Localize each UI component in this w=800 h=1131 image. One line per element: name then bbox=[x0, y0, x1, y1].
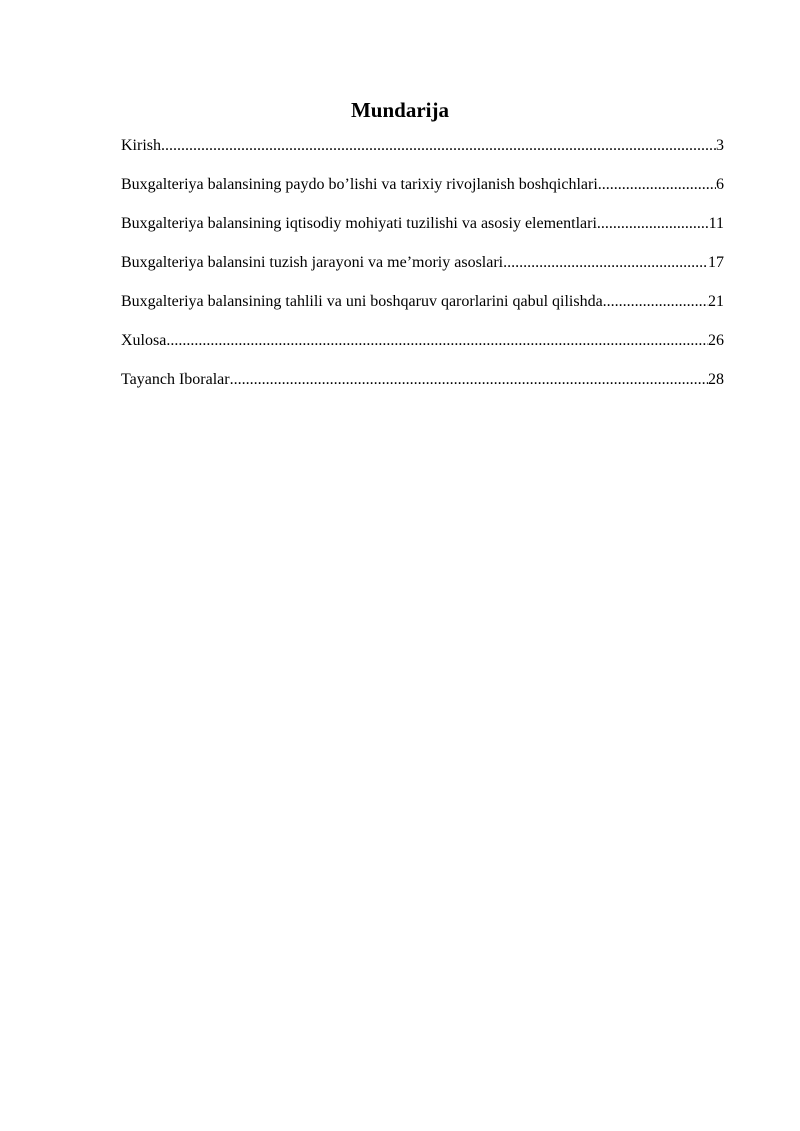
toc-dot-leader bbox=[597, 211, 709, 237]
toc-entry-page-number: 3 bbox=[716, 137, 724, 154]
toc-dot-leader bbox=[166, 328, 708, 354]
toc-entry-label: Buxgalteriya balansining tahlili va uni boshqaruv qarorlarini qabul qilishda bbox=[121, 293, 603, 310]
toc-entry-label: Xulosa bbox=[121, 332, 167, 349]
toc-entry-label: Buxgalteriya balansining iqtisodiy mohiyati tuzilishi va asosiy elementlari bbox=[121, 215, 597, 232]
page-title: Mundarija bbox=[350, 98, 449, 122]
toc-dot-leader bbox=[230, 367, 708, 393]
toc-entry-xulosa[interactable] bbox=[121, 328, 724, 354]
toc-entry-label: Buxgalteriya balansining paydo bo’lishi va tarixiy rivojlanish boshqichlari bbox=[121, 176, 598, 193]
toc-dot-leader bbox=[161, 133, 716, 159]
toc-entry-paydo-boshi[interactable] bbox=[121, 172, 724, 198]
toc-entry-page-number: 17 bbox=[708, 254, 724, 271]
toc-entry-iqtisodiy-mohiyati[interactable] bbox=[121, 211, 724, 237]
toc-entry-tuzish-jarayoni[interactable] bbox=[121, 250, 724, 276]
toc-entry-page-number: 26 bbox=[708, 332, 724, 349]
table-of-contents bbox=[121, 133, 724, 406]
toc-entry-tahlili[interactable] bbox=[121, 289, 724, 315]
toc-entry-label: Tayanch Iboralar bbox=[121, 371, 230, 388]
toc-dot-leader bbox=[598, 172, 716, 198]
toc-dot-leader bbox=[503, 250, 708, 276]
toc-entry-page-number: 11 bbox=[708, 215, 724, 232]
toc-entry-label: Kirish bbox=[121, 137, 161, 154]
toc-entry-kirish[interactable] bbox=[121, 133, 724, 159]
toc-entry-page-number: 21 bbox=[708, 293, 724, 310]
toc-dot-leader bbox=[603, 289, 708, 315]
toc-entry-page-number: 6 bbox=[716, 176, 724, 193]
toc-entry-label: Buxgalteriya balansini tuzish jarayoni va me’moriy asoslari bbox=[121, 254, 504, 271]
toc-entry-page-number: 28 bbox=[708, 371, 724, 388]
toc-entry-tayanch-iboralar[interactable] bbox=[121, 367, 724, 393]
